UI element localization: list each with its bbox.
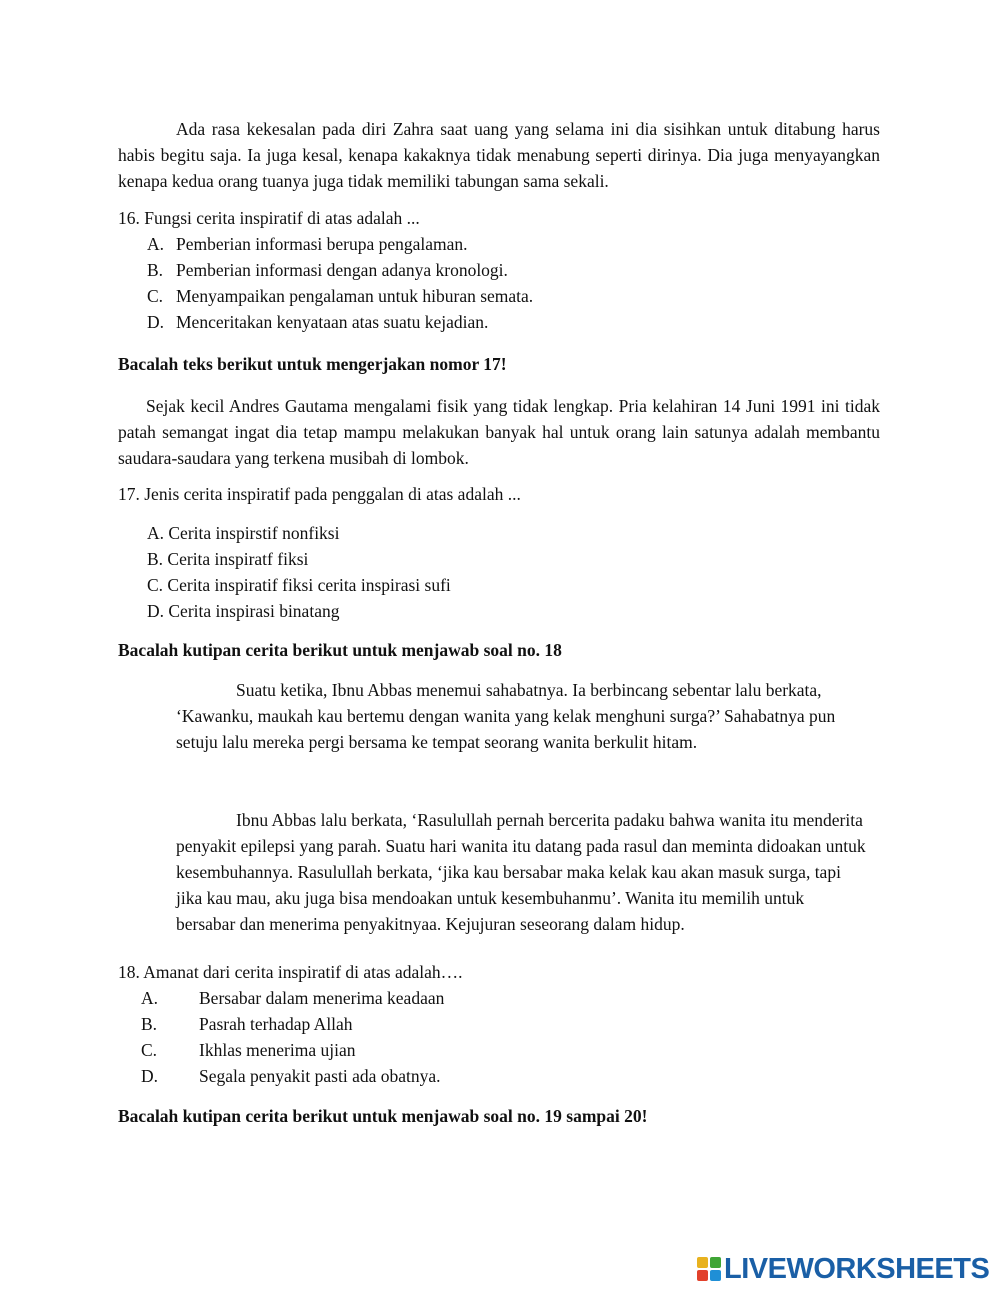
logo-block	[697, 1257, 708, 1268]
option-letter: C.	[147, 286, 164, 306]
passage-17: Sejak kecil Andres Gautama mengalami fisik yang tidak lengkap. Pria kelahiran 14 Juni 1991 ini tidak patah semangat ingat dia tetap mampu melakukan banyak hal untuk orang lain satunya adalah membantu saudara-saudara yang terkena musibah di lombok.	[118, 396, 880, 468]
question-17: 17. Jenis cerita inspiratif pada penggalan di atas adalah ...	[118, 484, 521, 504]
liveworksheets-logo	[697, 1252, 989, 1286]
option-letter: A.	[141, 988, 159, 1008]
logo-blocks-icon	[697, 1257, 721, 1281]
option-text: Menceritakan kenyataan atas suatu kejadian.	[176, 312, 489, 332]
option-text: Pemberian informasi berupa pengalaman.	[176, 234, 468, 254]
option-letter: B.	[147, 260, 164, 280]
option-letter: A.	[147, 234, 165, 254]
logo-text: LIVEWORKSHEETS	[724, 1252, 990, 1285]
logo-block	[710, 1257, 721, 1268]
q17-option-d[interactable]: D. Cerita inspirasi binatang	[147, 601, 340, 621]
instruction-17: Bacalah teks berikut untuk mengerjakan nomor 17!	[118, 354, 507, 374]
option-text: Bersabar dalam menerima keadaan	[199, 988, 445, 1008]
instruction-19: Bacalah kutipan cerita berikut untuk menjawab soal no. 19 sampai 20!	[118, 1106, 648, 1126]
option-text: Pasrah terhadap Allah	[199, 1014, 353, 1034]
question-18: 18. Amanat dari cerita inspiratif di atas adalah….	[118, 962, 463, 982]
logo-block	[710, 1270, 721, 1281]
intro-passage: Ada rasa kekesalan pada diri Zahra saat uang yang selama ini dia sisihkan untuk ditabung harus habis begitu saja. Ia juga kesal, kenapa kakaknya tidak menabung seperti dirinya. Dia juga menyayangkan kenapa kedua orang tuanya juga tidak memiliki tabungan sama sekali.	[118, 119, 880, 191]
option-letter: C.	[141, 1040, 158, 1060]
question-16: 16. Fungsi cerita inspiratif di atas adalah ...	[118, 208, 420, 228]
logo-block	[697, 1270, 708, 1281]
q17-option-b[interactable]: B. Cerita inspiratf fiksi	[147, 549, 309, 569]
q17-option-a[interactable]: A. Cerita inspirstif nonfiksi	[147, 523, 340, 543]
option-text: Segala penyakit pasti ada obatnya.	[199, 1066, 441, 1086]
instruction-18: Bacalah kutipan cerita berikut untuk menjawab soal no. 18	[118, 640, 562, 660]
option-text: Pemberian informasi dengan adanya kronologi.	[176, 260, 508, 280]
option-letter: D.	[141, 1066, 159, 1086]
quote-18-paragraph-2: Ibnu Abbas lalu berkata, ‘Rasulullah pernah bercerita padaku bahwa wanita itu menderita penyakit epilepsi yang parah. Suatu hari wanita itu datang pada rasul dan meminta didoakan untuk kesembuhannya. Rasulullah berkata, ‘jika kau bersabar maka kelak kau akan masuk surga, tapi jika kau mau, aku juga bisa mendoakan untuk kesembuhanmu’. Wanita itu memilih untuk bersabar dan menerima penyakitnyaa. Kejujuran seseorang dalam hidup.	[176, 810, 866, 934]
q17-option-c[interactable]: C. Cerita inspiratif fiksi cerita inspirasi sufi	[147, 575, 451, 595]
option-text: Menyampaikan pengalaman untuk hiburan semata.	[176, 286, 534, 306]
option-letter: D.	[147, 312, 165, 332]
option-text: Ikhlas menerima ujian	[199, 1040, 356, 1060]
option-letter: B.	[141, 1014, 158, 1034]
quote-18-paragraph-1: Suatu ketika, Ibnu Abbas menemui sahabatnya. Ia berbincang sebentar lalu berkata, ‘Kawanku, maukah kau bertemu dengan wanita yang kelak menghuni surga?’ Sahabatnya pun setuju lalu mereka pergi bersama ke tempat seorang wanita berkulit hitam.	[176, 680, 836, 752]
